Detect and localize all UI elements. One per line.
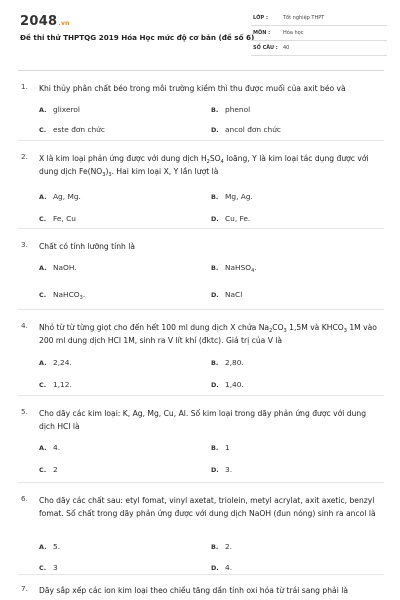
question-divider — [18, 395, 384, 396]
site-logo[interactable] — [20, 14, 70, 29]
option-letter: C. — [39, 381, 47, 389]
option-letter: A. — [39, 193, 47, 201]
answer-option-c[interactable] — [39, 563, 58, 572]
option-text: 2. — [225, 542, 233, 551]
option-text: 2,80. — [225, 358, 244, 367]
logo-text: 2048 — [20, 14, 58, 29]
question-number: 5. — [21, 407, 28, 416]
header-divider — [18, 70, 384, 71]
answer-option-c[interactable] — [39, 380, 72, 389]
question-text: Dãy sắp xếp các ion kim loại theo chiều tăng dần tính oxi hóa từ trái sang phải là — [39, 586, 348, 595]
answer-option-d[interactable] — [211, 563, 232, 572]
option-letter: D. — [211, 381, 219, 389]
answer-option-b[interactable] — [211, 542, 232, 551]
meta-label: SỐ CÂU : — [253, 45, 278, 51]
question-text: Khi thủy phân chất béo trong môi trường kiềm thì thu được muối của axit béo và — [39, 84, 346, 93]
option-letter: C. — [39, 215, 47, 223]
meta-value: 40 — [283, 45, 290, 51]
question-number: 4. — [21, 321, 28, 330]
question-divider — [18, 574, 384, 575]
answer-option-b[interactable] — [211, 263, 257, 272]
question-number: 6. — [21, 494, 28, 503]
option-letter: A. — [39, 444, 47, 452]
option-letter: A. — [39, 543, 47, 551]
option-text: 3. — [225, 465, 233, 474]
meta-label: MÔN : — [253, 30, 271, 36]
option-letter: B. — [211, 444, 219, 452]
question-text: X là kim loại phản ứng được với dung dịch $H_2SO_4$ loãng, Y là kim loại tác dụng được với dung dịch $Fe(NO_3)_3$. Hai kim loại X, Y lần lượt là — [39, 154, 369, 178]
option-letter: D. — [211, 564, 219, 572]
logo-suffix: .vn — [58, 20, 70, 27]
option-text: Mg, Ag. — [225, 192, 253, 201]
option-text: glixerol — [53, 105, 80, 114]
exam-title: Đề thi thử THPTQG 2019 Hóa Học mức độ cơ bản (đề số 6) — [20, 33, 255, 42]
answer-option-c[interactable] — [39, 290, 85, 299]
option-letter: C. — [39, 564, 47, 572]
option-letter: B. — [211, 543, 219, 551]
option-text: Cu, Fe. — [225, 214, 251, 223]
answer-option-a[interactable] — [39, 192, 81, 201]
question-number: 1. — [21, 82, 28, 91]
option-text: 1,40. — [225, 380, 244, 389]
answer-option-d[interactable] — [211, 290, 242, 299]
option-text: NaHCO$_3$. — [53, 290, 86, 301]
question-text: Chất có tính lưỡng tính là — [39, 242, 136, 251]
option-text: 5. — [53, 542, 61, 551]
question-text: Nhỏ từ từ từng giọt cho đến hết 100 ml dung dịch X chứa $Na_2CO_3$ 1,5M và $KHCO_3$ 1M vào 200 ml dung dịch HCl 1M, sinh ra V lít khí (đktc). Giá trị của V là — [39, 323, 377, 345]
answer-option-c[interactable] — [39, 465, 58, 474]
meta-row-class — [251, 14, 387, 26]
question-number: 2. — [21, 152, 28, 161]
option-letter: A. — [39, 359, 47, 367]
answer-option-d[interactable] — [211, 214, 250, 223]
option-letter: D. — [211, 466, 219, 474]
option-text: 1,12. — [53, 380, 72, 389]
option-letter: D. — [211, 126, 219, 134]
question-text: Cho dãy các chất sau: etyl fomat, vinyl axetat, triolein, metyl acrylat, axit axetic, benzyl fomat. Số chất trong dãy phản ứng được với dung dịch NaOH (đun nóng) sinh ra ancol là — [39, 496, 376, 518]
answer-option-a[interactable] — [39, 263, 77, 272]
option-letter: B. — [211, 359, 219, 367]
answer-option-a[interactable] — [39, 542, 60, 551]
answer-option-b[interactable] — [211, 192, 253, 201]
option-letter: C. — [39, 466, 47, 474]
answer-option-d[interactable] — [211, 125, 281, 134]
answer-option-c[interactable] — [39, 125, 105, 134]
option-text: 1 — [225, 443, 230, 452]
answer-option-a[interactable] — [39, 358, 72, 367]
option-text: ancol đơn chức — [225, 125, 281, 134]
meta-row-count — [251, 44, 387, 56]
question-divider — [18, 309, 384, 310]
option-text: 4. — [225, 563, 233, 572]
option-text: 4. — [53, 443, 61, 452]
meta-label: LỚP : — [253, 15, 268, 21]
option-letter: A. — [39, 106, 47, 114]
answer-option-c[interactable] — [39, 214, 76, 223]
option-letter: D. — [211, 215, 219, 223]
option-text: NaOH. — [53, 263, 77, 272]
option-text: NaHSO$_4$. — [225, 263, 257, 274]
option-letter: B. — [211, 264, 219, 272]
meta-value: Tốt nghiệp THPT — [283, 15, 325, 21]
question-divider — [18, 482, 384, 483]
option-text: 3 — [53, 563, 58, 572]
answer-option-b[interactable] — [211, 105, 250, 114]
question-divider — [18, 140, 384, 141]
option-text: NaCl — [225, 290, 243, 299]
exam-header — [0, 0, 400, 68]
question-number: 3. — [21, 240, 28, 249]
option-text: phenol — [225, 105, 251, 114]
answer-option-a[interactable] — [39, 443, 60, 452]
answer-option-d[interactable] — [211, 380, 244, 389]
option-text: Fe, Cu — [53, 214, 76, 223]
answer-option-a[interactable] — [39, 105, 80, 114]
answer-option-d[interactable] — [211, 465, 232, 474]
meta-row-subject — [251, 29, 387, 41]
question-text: Cho dãy các kim loại: K, Ag, Mg, Cu, Al. Số kim loại trong dãy phản ứng được với dung dịch HCl là — [39, 409, 367, 431]
option-text: Ag, Mg. — [53, 192, 81, 201]
answer-option-b[interactable] — [211, 358, 244, 367]
option-letter: D. — [211, 291, 219, 299]
meta-value: Hóa học — [283, 30, 304, 36]
question-number: 7. — [21, 584, 28, 593]
option-text: 2 — [53, 465, 58, 474]
option-letter: A. — [39, 264, 47, 272]
option-letter: B. — [211, 106, 219, 114]
option-letter: B. — [211, 193, 219, 201]
answer-option-b[interactable] — [211, 443, 230, 452]
option-letter: C. — [39, 126, 47, 134]
question-divider — [18, 228, 384, 229]
option-text: 2,24. — [53, 358, 72, 367]
option-text: este đơn chức — [53, 125, 105, 134]
option-letter: C. — [39, 291, 47, 299]
